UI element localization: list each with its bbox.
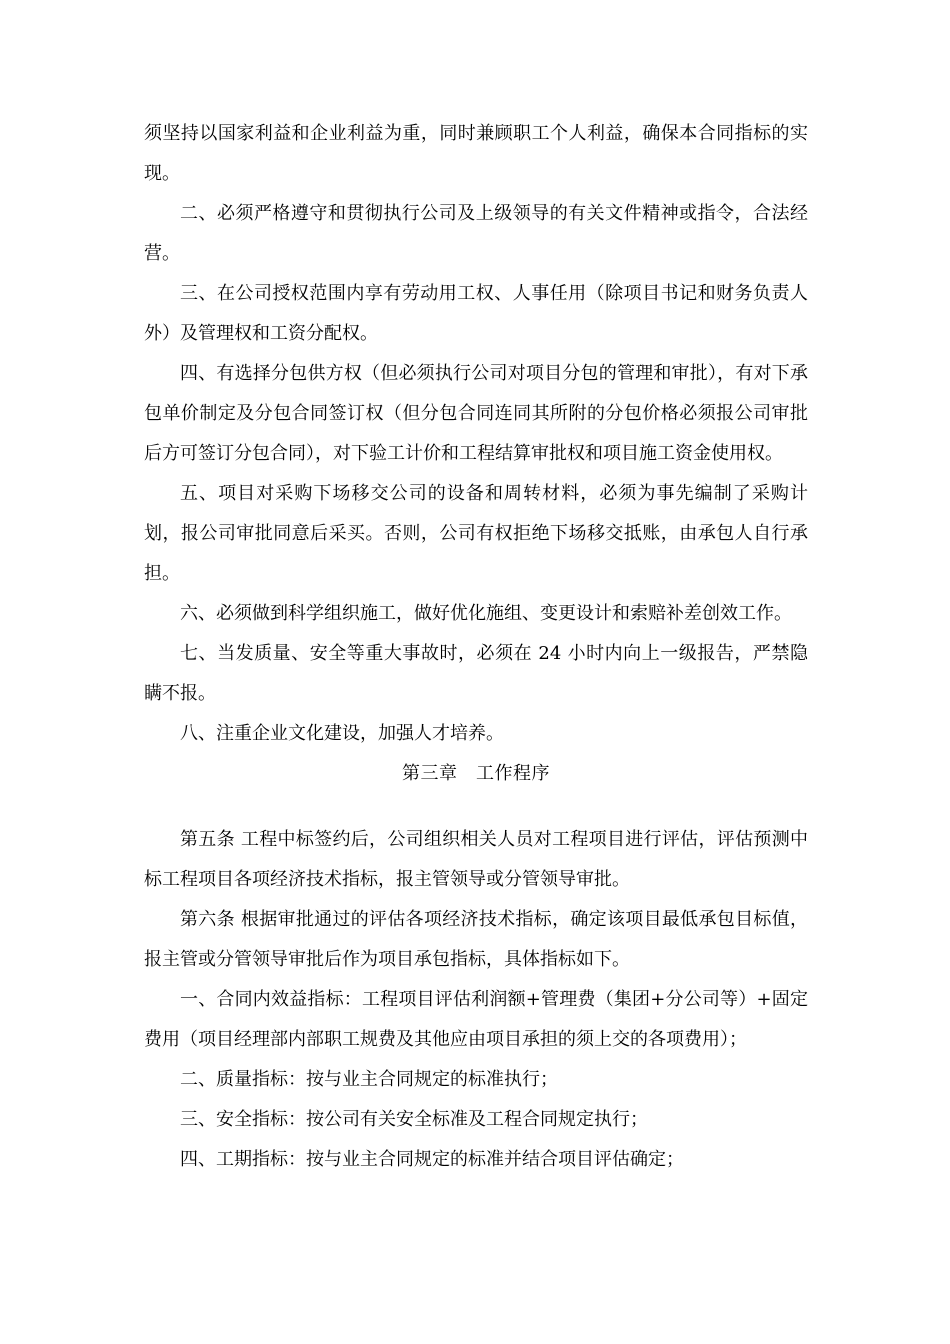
paragraph: 四、有选择分包供方权（但必须执行公司对项目分包的管理和审批），有对下承包单价制定及分包合同签订权（但分包合同连同其所附的分包价格必须报公司审批后方可签订分包合同），对下验工计价和工程结算审批权和项目施工资金使用权。: [144, 363, 808, 464]
paragraph: 第六条 根据审批通过的评估各项经济技术指标，确定该项目最低承包目标值，报主管或分管领导审批后作为项目承包指标，具体指标如下。: [144, 909, 808, 970]
paragraph: 第五条 工程中标签约后，公司组织相关人员对工程项目进行评估，评估预测中标工程项目各项经济技术指标，报主管领导或分管领导审批。: [144, 829, 808, 890]
paragraph: 三、在公司授权范围内享有劳动用工权、人事任用（除项目书记和财务负责人外）及管理权和工资分配权。: [144, 283, 808, 344]
paragraph: 五、项目对采购下场移交公司的设备和周转材料，必须为事先编制了采购计划，报公司审批同意后采买。否则，公司有权拒绝下场移交抵账，由承包人自行承担。: [144, 483, 808, 584]
document-body: [144, 114, 808, 1180]
paragraph: 须坚持以国家利益和企业利益为重，同时兼顾职工个人利益，确保本合同指标的实现。: [144, 123, 808, 184]
paragraph: 一、合同内效益指标：工程项目评估利润额+管理费（集团+分公司等）+固定费用（项目经理部内部职工规费及其他应由项目承担的须上交的各项费用）；: [144, 989, 808, 1050]
paragraph: 四、工期指标：按与业主合同规定的标准并结合项目评估确定；: [180, 1149, 684, 1170]
paragraph: 三、安全指标：按公司有关安全标准及工程合同规定执行；: [180, 1109, 648, 1130]
spacer: [144, 794, 808, 820]
paragraph: 八、注重企业文化建设，加强人才培养。: [180, 723, 504, 744]
chapter-title: 第三章 工作程序: [402, 763, 550, 784]
paragraph: 二、质量指标：按与业主合同规定的标准执行；: [180, 1069, 558, 1090]
paragraph: 二、必须严格遵守和贯彻执行公司及上级领导的有关文件精神或指令，合法经营。: [144, 203, 808, 264]
paragraph: 七、当发质量、安全等重大事故时，必须在 24 小时内向上一级报告，严禁隐瞒不报。: [144, 643, 808, 704]
paragraph: 六、必须做到科学组织施工，做好优化施组、变更设计和索赔补差创效工作。: [180, 603, 792, 624]
